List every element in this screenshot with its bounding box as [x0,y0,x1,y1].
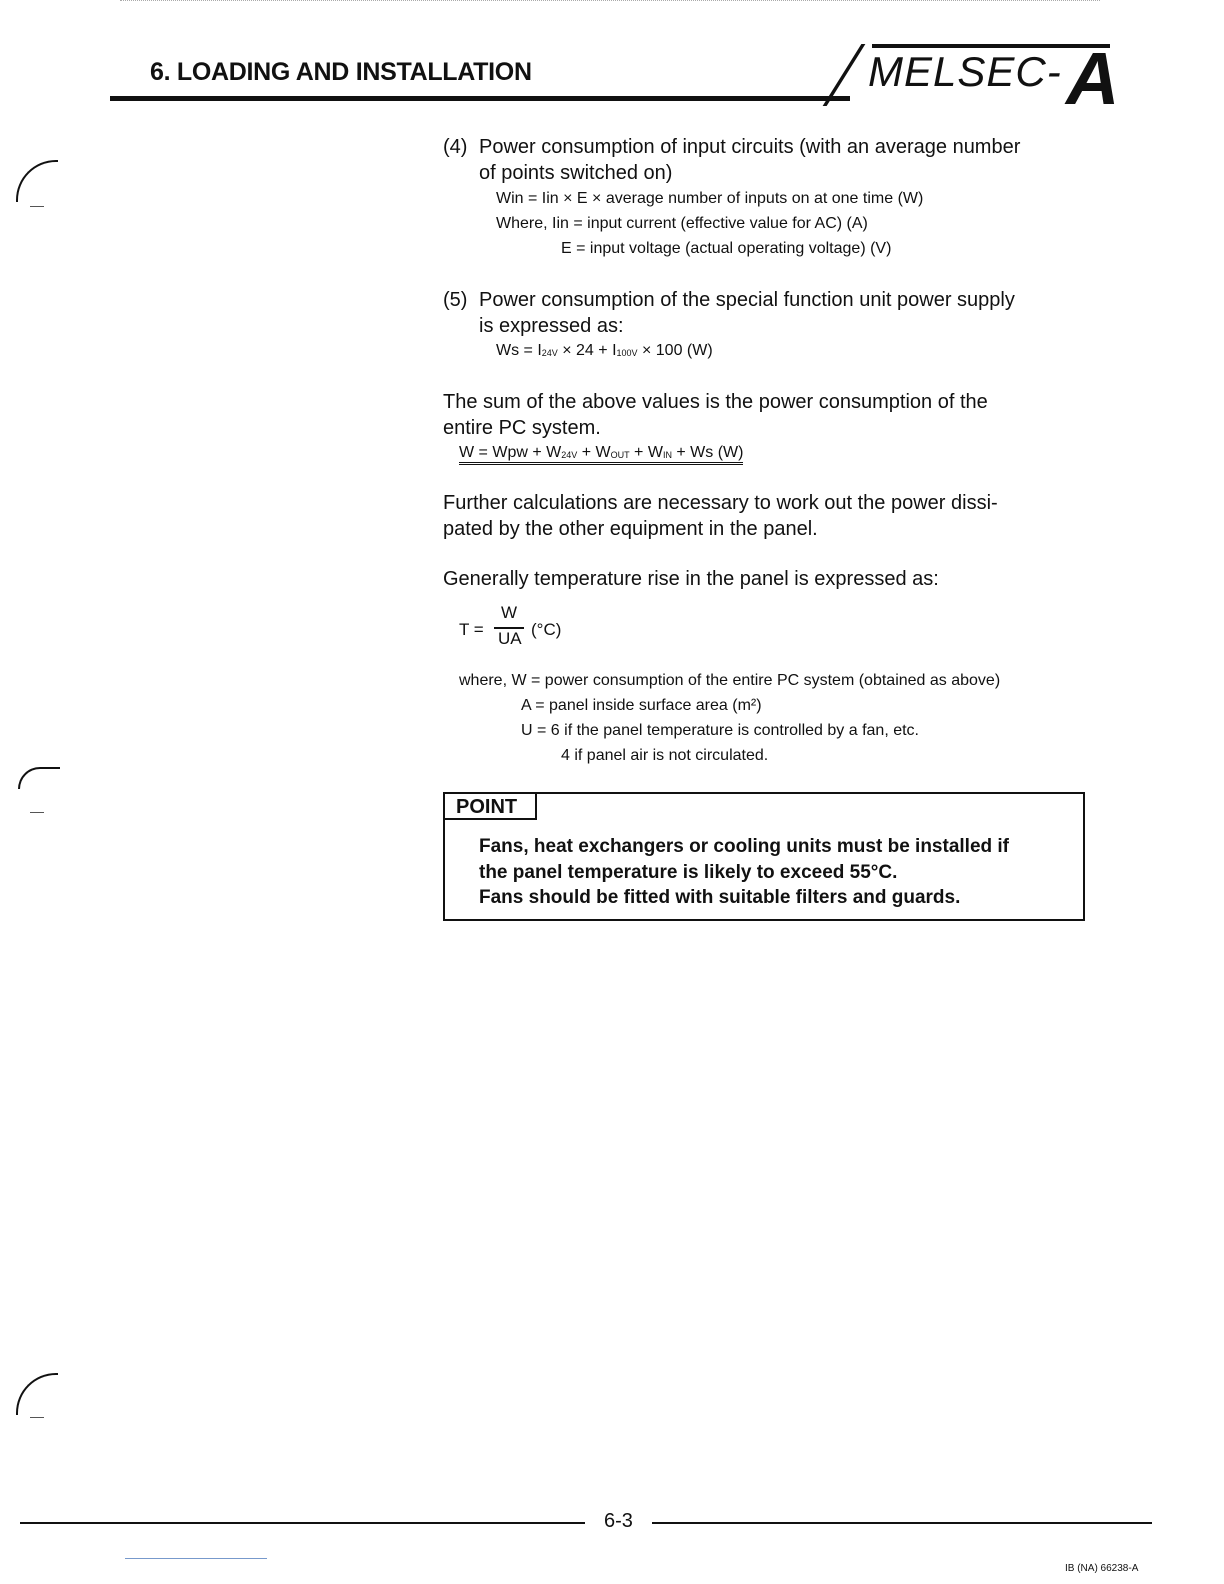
footer-rule-left [20,1522,585,1524]
brand-logo-text: MELSEC- [868,48,1062,95]
where-line: 4 if panel air is not circulated. [561,747,769,764]
binder-hole-mark [18,767,60,789]
item-heading-line: of points switched on) [479,162,673,184]
formula-unit: (°C) [531,620,562,639]
point-line: Fans should be fitted with suitable filters and guards. [479,887,961,908]
footer-rule-right [652,1522,1152,1524]
paragraph-line: The sum of the above values is the power consumption of the [443,391,988,413]
fraction-numerator: W [501,603,518,622]
binder-tick [30,812,44,813]
page-number: 6-3 [604,1510,633,1532]
point-line: Fans, heat exchangers or cooling units must be installed if [479,836,1009,857]
where-line: where, W = power consumption of the entire PC system (obtained as above) [459,672,1001,689]
formula-t-lhs: T = [459,620,484,639]
binder-tick [30,206,44,207]
binder-hole-mark [16,160,58,202]
brand-logo-letter: A [1066,37,1120,120]
item-number: (4) [443,136,468,158]
point-label: POINT [456,796,518,818]
where-line: U = 6 if the panel temperature is controlled by a fan, etc. [521,722,919,739]
point-text [479,834,1069,911]
formula-win: Win = Iin × E × average number of inputs on at one time (W) [496,190,924,207]
fraction-denominator: UA [498,629,522,648]
paragraph-line: Generally temperature rise in the panel is expressed as: [443,568,939,590]
header-rule [110,96,850,101]
item-number: (5) [443,289,468,311]
point-line: the panel temperature is likely to exceed 55°C. [479,861,898,883]
binder-tick [30,1417,44,1418]
section-title: 6. LOADING AND INSTALLATION [150,58,532,86]
formula-total: W = Wpw + $W_{24V} + W_{OUT} + W_{IN} + Ws$ (W) [459,440,743,467]
document-code: IB (NA) 66238-A [1065,1563,1139,1574]
scan-edge-marks [120,0,1100,4]
where-line: A = panel inside surface area (m²) [521,697,762,714]
paragraph-line: pated by the other equipment in the panel. [443,518,818,540]
paragraph-line: entire PC system. [443,417,601,439]
formula-where: Where, Iin = input current (effective value for AC) (A) [496,215,868,232]
binder-hole-mark [16,1373,58,1415]
item-heading-line: Power consumption of the special function unit power supply [479,289,1015,311]
paragraph-line: Further calculations are necessary to work out the power dissi- [443,492,998,514]
item-heading-line: is expressed as: [479,315,624,337]
formula-ws: $Ws = I_{24V} \times 24 + I_{100V} \times 100$ (W) [496,342,713,359]
item-heading-line: Power consumption of input circuits (with an average number [479,136,1021,158]
scan-artifact-line [125,1558,267,1559]
formula-where: E = input voltage (actual operating voltage) (V) [561,240,892,257]
